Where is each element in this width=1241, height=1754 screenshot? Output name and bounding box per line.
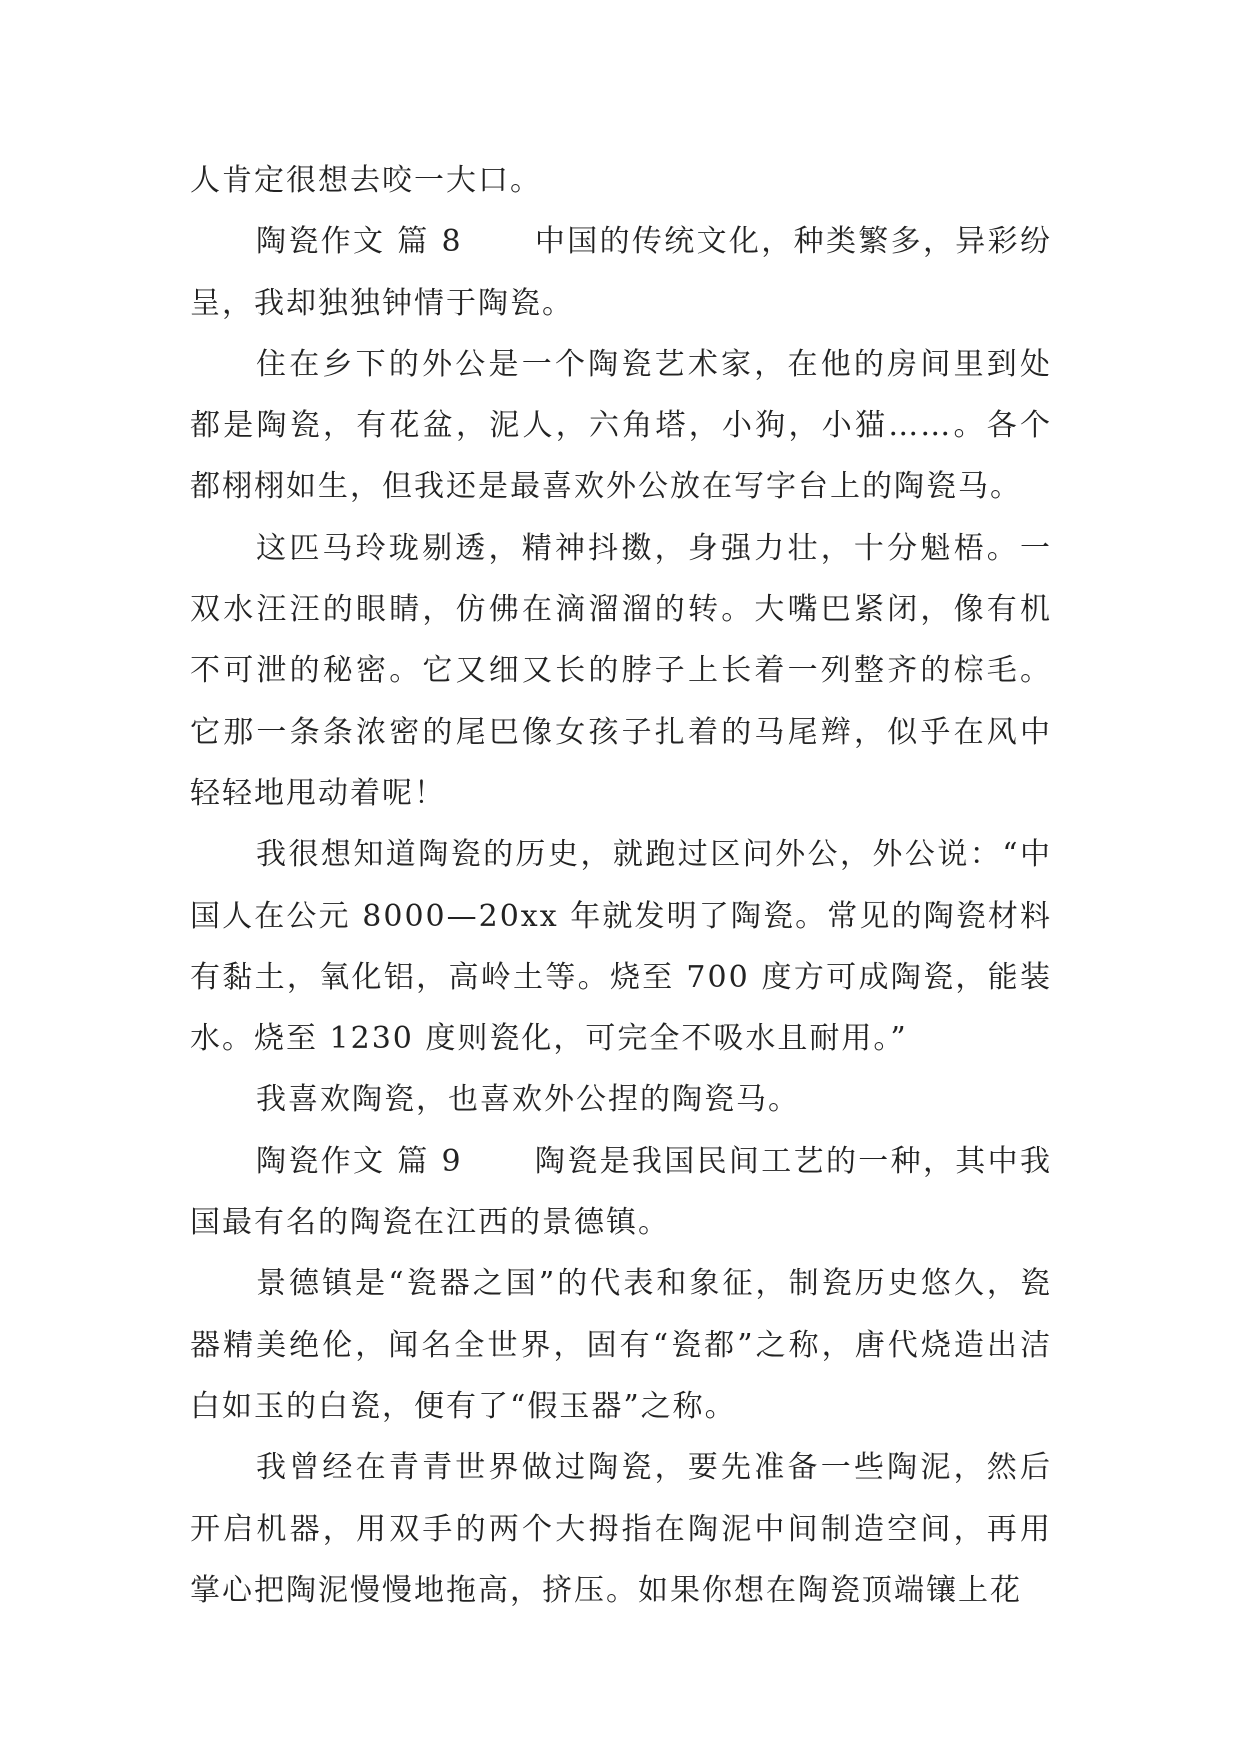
paragraph xyxy=(190,824,1052,1069)
paragraph-text: 我曾经在青青世界做过陶瓷，要先准备一些陶泥，然后开启机器，用双手的两个大拇指在陶泥中间制造空间，再用掌心把陶泥慢慢地拖高，挤压。如果你想在陶瓷顶端镶上花 xyxy=(190,1450,1052,1608)
paragraph-text: 中国的传统文化，种类繁多，异彩纷呈，我却独独钟情于陶瓷。 xyxy=(190,224,1052,321)
paragraph-text: 陶瓷是我国民间工艺的一种，其中我国最有名的陶瓷在江西的景德镇。 xyxy=(190,1143,1052,1241)
paragraph-continuation xyxy=(190,150,1052,211)
paragraph xyxy=(190,518,1052,824)
paragraph-text: 我喜欢陶瓷，也喜欢外公捏的陶瓷马。 xyxy=(256,1082,800,1118)
paragraph xyxy=(190,1069,1052,1130)
essay-9-opening xyxy=(190,1131,1052,1254)
paragraph xyxy=(190,334,1052,518)
paragraph-text: 这匹马玲珑剔透，精神抖擞，身强力壮，十分魁梧。一双水汪汪的眼睛，仿佛在滴溜溜的转。大嘴巴紧闭，像有机不可泄的秘密。它又细又长的脖子上长着一列整齐的棕毛。它那一条条浓密的尾巴像女孩子扎着的马尾辫，似乎在风中轻轻地甩动着呢！ xyxy=(190,530,1052,811)
section-label: 陶瓷作文 篇 9 xyxy=(256,1143,463,1179)
paragraph xyxy=(190,1253,1052,1437)
paragraph-text: 我很想知道陶瓷的历史，就跑过区问外公，外公说：“中国人在公元 8000—20xx 年就发明了陶瓷。常见的陶瓷材料有黏土，氧化铝，高岭土等。烧至 700 度方可成陶瓷，能装水。烧至 1230 度则瓷化，可完全不吸水且耐用。” xyxy=(190,837,1052,1057)
document-page xyxy=(190,150,1052,1621)
section-label: 陶瓷作文 篇 8 xyxy=(256,224,463,260)
essay-8-opening xyxy=(190,211,1052,334)
paragraph-text: 景德镇是“瓷器之国”的代表和象征，制瓷历史悠久，瓷器精美绝伦，闻名全世界，固有“瓷都”之称，唐代烧造出洁白如玉的白瓷，便有了“假玉器”之称。 xyxy=(190,1266,1052,1424)
paragraph-text: 住在乡下的外公是一个陶瓷艺术家，在他的房间里到处都是陶瓷，有花盆，泥人，六角塔，小狗，小猫……。各个都栩栩如生，但我还是最喜欢外公放在写字台上的陶瓷马。 xyxy=(190,346,1052,505)
paragraph xyxy=(190,1437,1052,1621)
paragraph-text: 人肯定很想去咬一大口。 xyxy=(190,163,542,198)
